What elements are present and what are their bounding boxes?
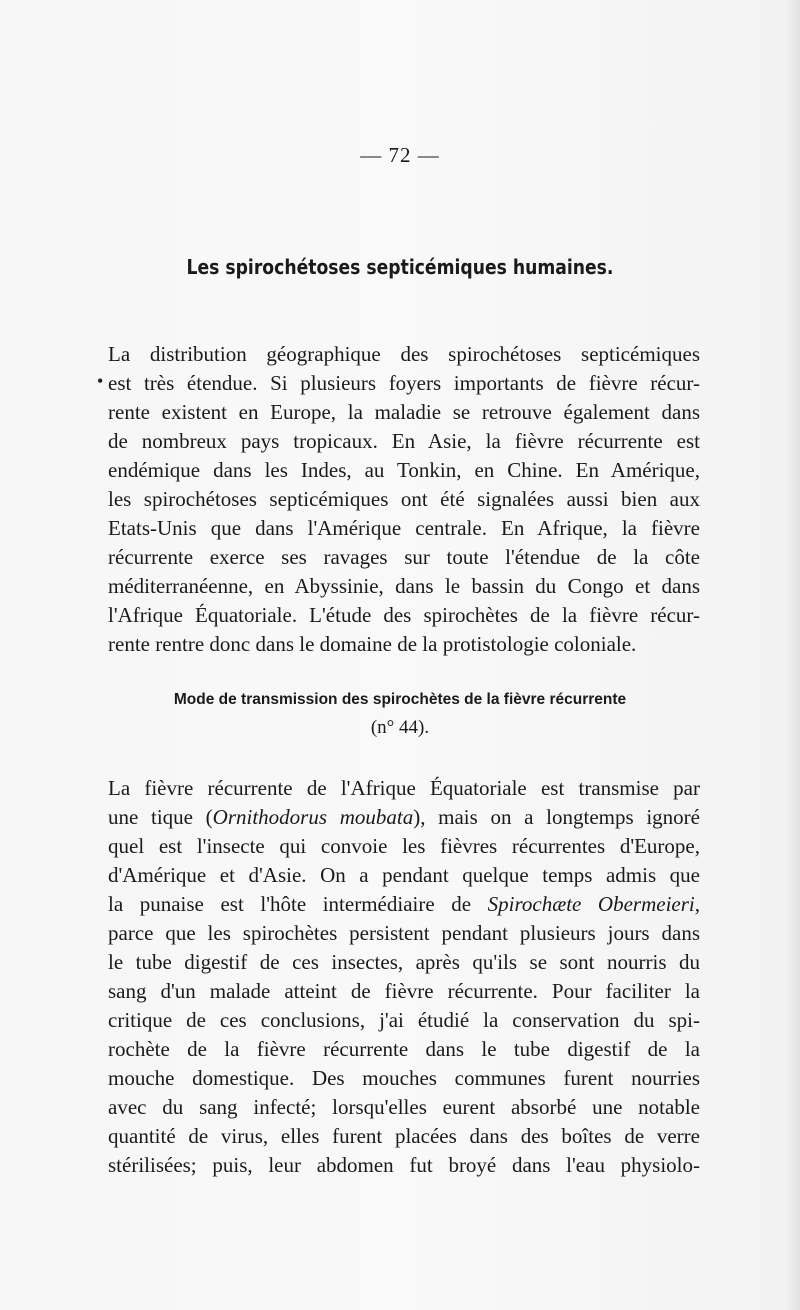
text-line: d'Amérique et d'Asie. On a pendant quelque temps admis que <box>108 863 700 887</box>
text-line: est très étendue. Si plusieurs foyers importants de fièvre récur- <box>108 371 700 395</box>
text-line: stérilisées; puis, leur abdomen fut broyé dans l'eau physiolo- <box>108 1153 700 1177</box>
text-fragment: ), mais on a longtemps ignoré <box>413 805 700 829</box>
text-line: La fièvre récurrente de l'Afrique Équatoriale est transmise par <box>108 776 700 800</box>
subheading-transmission: Mode de transmission des spirochètes de la fièvre récurrente <box>173 691 627 708</box>
text-line: les spirochétoses septicémiques ont été signalées aussi bien aux <box>108 487 700 511</box>
text-line: La distribution géographique des spirochétoses septicémiques <box>108 342 700 366</box>
text-line: rente existent en Europe, la maladie se retrouve également dans <box>108 400 700 424</box>
subheading-reference: (n° 44). <box>370 717 430 738</box>
text-line: quantité de virus, elles furent placées dans des boîtes de verre <box>108 1124 700 1148</box>
text-line: le tube digestif de ces insectes, après qu'ils se sont nourris du <box>108 950 700 974</box>
species-name: Spirochæte Obermeieri <box>487 892 695 916</box>
text-line: parce que les spirochètes persistent pendant plusieurs jours dans <box>108 921 700 945</box>
margin-mark: • <box>97 371 104 391</box>
text-line: sang d'un malade atteint de fièvre récurrente. Pour faciliter la <box>108 979 700 1003</box>
text-line: avec du sang infecté; lorsqu'elles eurent absorbé une notable <box>108 1095 700 1119</box>
text-line <box>108 890 700 919</box>
text-line: rochète de la fièvre récurrente dans le tube digestif de la <box>108 1037 700 1061</box>
section-title: Les spirochétoses septicémiques humaines. <box>186 255 614 279</box>
scan-edge-shadow <box>786 0 800 1310</box>
text-line: rente rentre donc dans le domaine de la protistologie coloniale. <box>108 632 637 656</box>
species-name: Ornithodorus moubata <box>212 805 414 829</box>
page-number: — 72 — <box>360 143 440 167</box>
text-fragment: , <box>694 892 700 916</box>
text-line: mouche domestique. Des mouches communes furent nourries <box>108 1066 700 1090</box>
paragraph-distribution <box>108 340 700 659</box>
text-line: endémique dans les Indes, au Tonkin, en Chine. En Amérique, <box>108 458 700 482</box>
text-line: récurrente exerce ses ravages sur toute l'étendue de la côte <box>108 545 700 569</box>
text-line: critique de ces conclusions, j'ai étudié la conservation du spi- <box>108 1008 700 1032</box>
text-line: de nombreux pays tropicaux. En Asie, la fièvre récurrente est <box>108 429 700 453</box>
text-line: quel est l'insecte qui convoie les fièvres récurrentes d'Europe, <box>108 834 700 858</box>
paragraph-transmission <box>108 774 700 1180</box>
text-line: Etats-Unis que dans l'Amérique centrale. En Afrique, la fièvre <box>108 516 700 540</box>
text-fragment: la punaise est l'hôte intermédiaire de <box>108 892 488 916</box>
text-fragment: une tique ( <box>108 805 213 829</box>
text-line: méditerranéenne, en Abyssinie, dans le bassin du Congo et dans <box>108 574 700 598</box>
text-line <box>108 803 700 832</box>
text-line: l'Afrique Équatoriale. L'étude des spirochètes de la fièvre récur- <box>108 603 700 627</box>
